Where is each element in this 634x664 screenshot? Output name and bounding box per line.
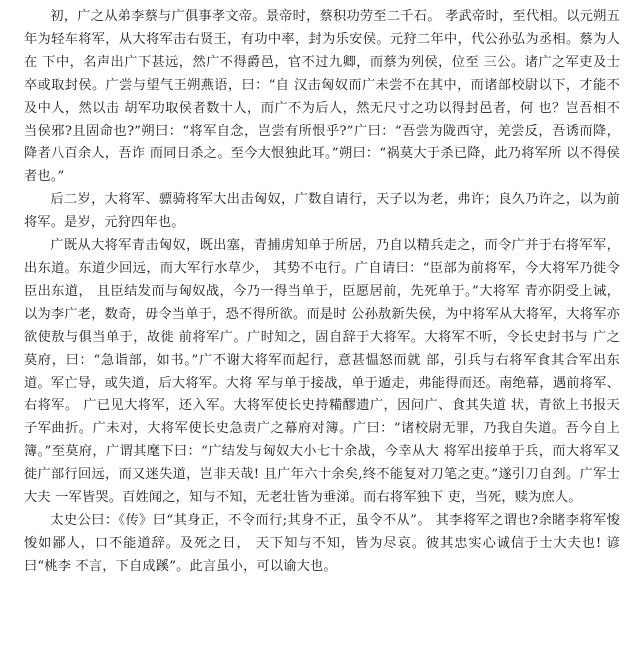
paragraph-li-cai: 初，广之从弟李蔡与广俱事孝文帝。景帝时，蔡积功劳至二千石。 孝武帝时，至代相。以元朔五年为轻车将军，从大将军击右贤王，有功中率，封为乐安侯。元狩二年中，代公孙弘为丞相。蔡为人在 下中，名声出广下甚远，然广不得爵邑，官不过九卿，而蔡为列侯，位至 三公。诸广之军吏及士卒或取封侯。广尝与望气王朔燕语，曰：“自 汉击匈奴而广未尝不在其中，而诸部校尉以下，才能不及中人，然以击 胡军功取侯者数十人，而广不为后人，然无尺寸之功以得封邑者，何 也？岂吾相不当侯邪?且固命也?”朔曰：“将军自念，岂尝有所恨乎?”广曰：“吾尝为陇西守，羌尝反，吾诱而降，降者八百余人，吾诈 而同日杀之。至今大恨独此耳。”朔曰：“祸莫大于杀已降，此乃将军所 以不得侯者也。” (24, 9, 620, 185)
paragraph-east-road: 广既从大将军青击匈奴，既出塞，青捕虏知单于所居，乃自以精兵走之，而令广并于右将军军，出东道。东道少回远，而大军行水草少， 其势不屯行。广自请曰：“臣部为前将军，今大将军乃徙令臣出东道， 且臣结发而与匈奴战，今乃一得当单于，臣愿居前，先死单于。”大将军 青亦阴受上诫，以为李广老，数奇，毋令当单于，恐不得所欲。而是时 公孙敖新失侯，为中将军从大将军，大将军亦欲使敖与俱当单于，故徙 前将军广。广时知之，固自辞于大将军。大将军不听，令长史封书与 广之莫府，曰：“急诣部，如书。”广不谢大将军而起行，意甚愠怒而就 部，引兵与右将军食其合军出东道。军亡导，或失道，后大将军。大将 军与单于接战，单于遁走，弗能得而还。南绝幕，遇前将军、右将军。 广已见大将军，还入军。大将军使长史持糒醪遗广，因问广、食其失道 状，青欲上书报天子军曲折。广未对，大将军使长史急责广之幕府对簿。广曰：“诸校尉无罪，乃我自失道。吾今自上簿。”至莫府，广谓其麾下曰：“广结发与匈奴大小七十余战，今幸从大 将军出接单于兵，而大将军又徙广部行回远，而又迷失道，岂非天哉! 且广年六十余矣,终不能复对刀笔之吏。”遂引刀自刭。广军士大夫 一军皆哭。百姓闻之，知与不知，无老壮皆为垂涕。而右将军独下 吏，当死，赎为庶人。 (24, 238, 620, 506)
paragraph-taishigong: 太史公曰：《传》曰“其身正，不令而行;其身不正，虽令不从”。 其李将军之谓也?余睹李将军悛悛如鄙人，口不能道辞。及死之日， 天下知与不知，皆为尽哀。彼其忠实心诚信于士大夫也! 谚曰“桃李 不言，下自成蹊”。此言虽小，可以谕大也。 (24, 512, 620, 574)
paragraph-two-years-later: 后二岁，大将军、骠骑将军大出击匈奴，广数自请行，天子以为老，弗许；良久乃许之，以为前将军。是岁，元狩四年也。 (24, 192, 620, 231)
